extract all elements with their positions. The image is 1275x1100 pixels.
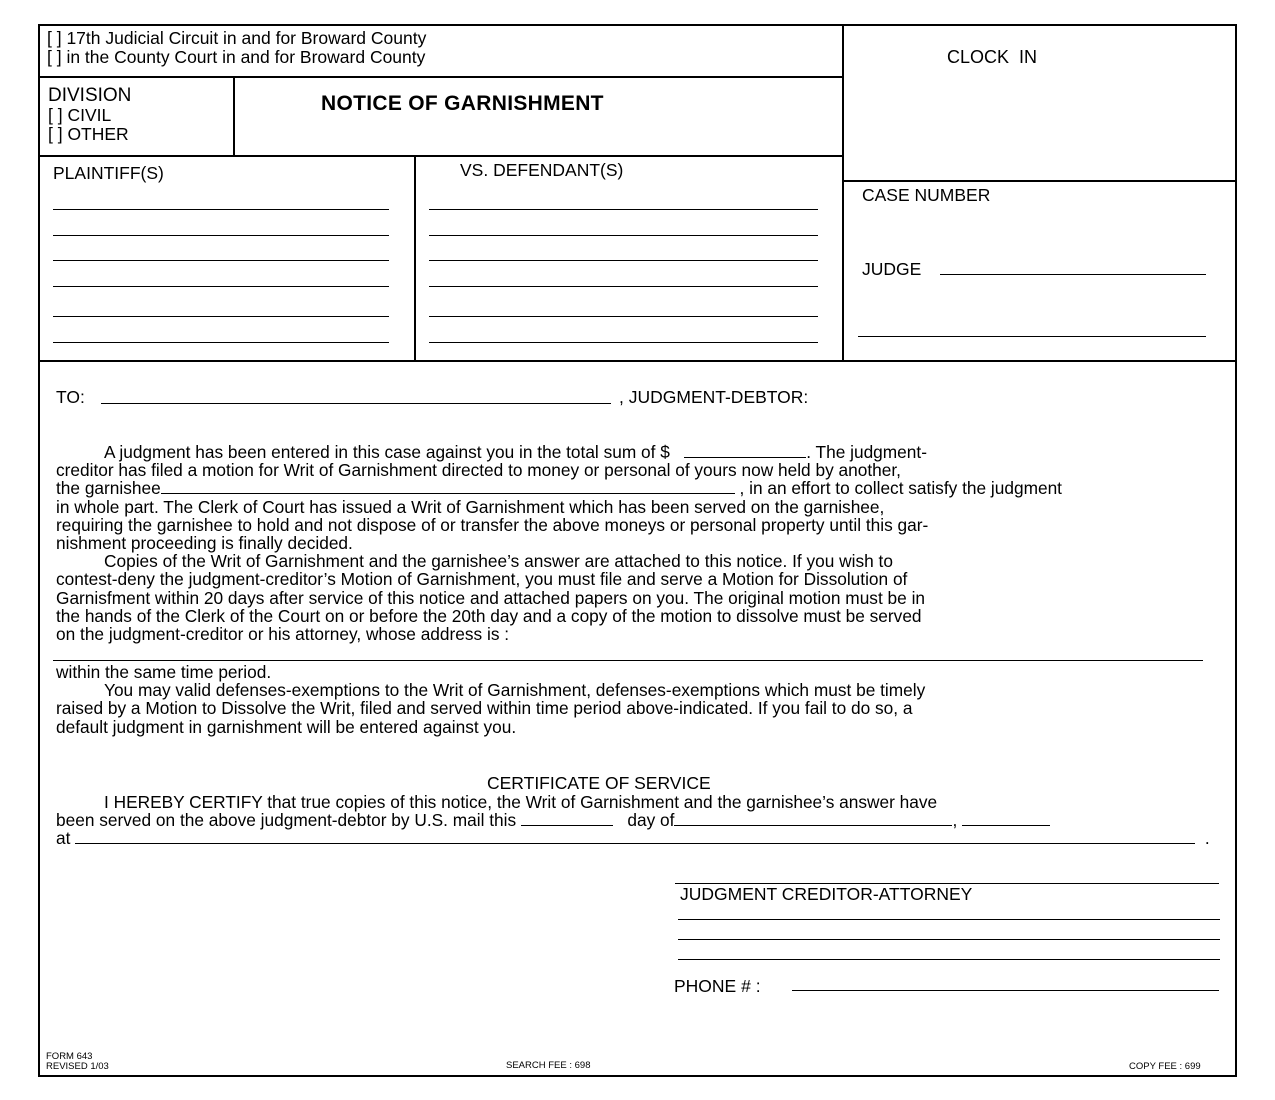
phone-label: PHONE # :: [674, 976, 761, 996]
defendant-line: [429, 316, 818, 317]
garnishee-line: [161, 479, 735, 494]
p3-line-c: default judgment in garnishment will be entered against you.: [56, 716, 517, 737]
p3-line-a: You may valid defenses-exemptions to the Writ of Garnishment, defenses-exemptions which must be timely: [104, 680, 926, 701]
p1-line-b: . The judgment-: [806, 442, 927, 462]
month-line: [674, 811, 952, 826]
p2-line-f: within the same time period.: [56, 662, 272, 682]
judge-label: JUDGE: [862, 259, 922, 279]
plaintiff-line: [53, 316, 389, 317]
court-option-county: [ ] in the County Court in and for Broward County: [47, 47, 426, 67]
certificate-line-2c: ,: [952, 810, 958, 831]
certificate-line-2a: been served on the above judgment-debtor by U.S. mail this: [56, 810, 517, 831]
p2-line-e: on the judgment-creditor or his attorney, whose address is :: [56, 624, 510, 645]
p2-line-a: Copies of the Writ of Garnishment and the garnishee’s answer are attached to this notice. If you wish to: [104, 551, 893, 572]
plaintiff-line: [53, 342, 389, 343]
plaintiff-line: [53, 260, 389, 261]
defendant-line: [429, 209, 818, 210]
attorney-info-line: [678, 919, 1220, 920]
p3-line-b: raised by a Motion to Dissolve the Writ, filed and served within time period above-indicated. If you fail to do so, a: [56, 698, 913, 719]
attorney-info-line: [678, 939, 1220, 940]
plaintiff-line: [53, 286, 389, 287]
plaintiff-line: [53, 209, 389, 210]
header-bottom: [38, 360, 1237, 362]
defendant-line: [429, 260, 818, 261]
clock-in-bottom: [843, 180, 1237, 182]
defendant-line: [429, 286, 818, 287]
certificate-line-3b: .: [1204, 828, 1210, 849]
form-number: FORM 643: [46, 1051, 93, 1062]
p1-line-a: A judgment has been entered in this case against you in the total sum of $: [104, 442, 670, 462]
p1-line-d: the garnishee: [56, 478, 161, 499]
p2-line-c: Garnisfment within 20 days after service of this notice and attached papers on you. The original motion must be in: [56, 587, 926, 608]
p2-line-d: the hands of the Clerk of the Court on or before the 20th day and a copy of the motion to dissolve must be served: [56, 605, 922, 626]
p1-line-f: in whole part. The Clerk of Court has issued a Writ of Garnishment which has been served on the garnishee,: [56, 496, 885, 517]
clock-in-divider: [842, 24, 844, 362]
p1-line-h: nishment proceeding is finally decided.: [56, 533, 353, 554]
plaintiffs-label: PLAINTIFF(S): [53, 163, 164, 183]
p1-line-c: creditor has filed a motion for Writ of Garnishment directed to money or personal of yours now held by another,: [56, 460, 901, 481]
title-row-divider: [38, 155, 843, 157]
defendants-label: VS. DEFENDANT(S): [460, 160, 624, 180]
division-label: DIVISION: [48, 85, 132, 106]
clock-in-label: CLOCK IN: [947, 47, 1038, 67]
defendant-line: [429, 342, 818, 343]
paragraph-1: [56, 443, 1226, 643]
judgment-debtor-label: , JUDGMENT-DEBTOR:: [619, 387, 809, 407]
certificate-title: CERTIFICATE OF SERVICE: [487, 773, 711, 793]
revised-date: REVISED 1/03: [46, 1061, 109, 1072]
page-title: NOTICE OF GARNISHMENT: [321, 92, 604, 115]
sum-line: [684, 443, 806, 458]
case-number-label: CASE NUMBER: [862, 185, 991, 205]
court-option-circuit: [ ] 17th Judicial Circuit in and for Broward County: [47, 28, 427, 48]
certificate-line-1: I HEREBY CERTIFY that true copies of this notice, the Writ of Garnishment and the garnishee’s answer have: [104, 792, 938, 812]
to-line: [101, 403, 611, 404]
judge-extra-line: [858, 336, 1206, 337]
year-line: [962, 811, 1050, 826]
certificate-text: [56, 793, 1226, 848]
judge-line: [940, 274, 1206, 275]
p1-line-e: , in an effort to collect satisfy the judgment: [739, 478, 1062, 499]
p2-line-b: contest-deny the judgment-creditor’s Motion of Garnishment, you must file and serve a Motion for Dissolution of: [56, 569, 908, 590]
division-divider: [233, 76, 235, 156]
certificate-line-3a: at: [56, 828, 71, 849]
p1-line-g: requiring the garnishee to hold and not dispose of or transfer the above moneys or personal property until this gar-: [56, 514, 929, 535]
phone-line: [792, 990, 1219, 991]
division-civil-option: [ ] CIVIL: [48, 105, 112, 125]
certificate-line-2b: day of: [627, 810, 675, 831]
paragraph-3: [56, 663, 1226, 736]
at-line: [75, 829, 1195, 844]
court-row-divider: [38, 76, 843, 78]
division-other-option: [ ] OTHER: [48, 124, 129, 144]
attorney-info-line: [678, 959, 1220, 960]
defendant-line: [429, 235, 818, 236]
copy-fee: COPY FEE : 699: [1129, 1061, 1201, 1072]
day-line: [521, 811, 613, 826]
attorney-label: JUDGMENT CREDITOR-ATTORNEY: [680, 884, 973, 904]
to-label: TO:: [56, 387, 85, 407]
attorney-address-line: [53, 660, 1203, 661]
search-fee: SEARCH FEE : 698: [506, 1060, 591, 1071]
plaintiff-line: [53, 235, 389, 236]
parties-divider: [414, 155, 416, 362]
